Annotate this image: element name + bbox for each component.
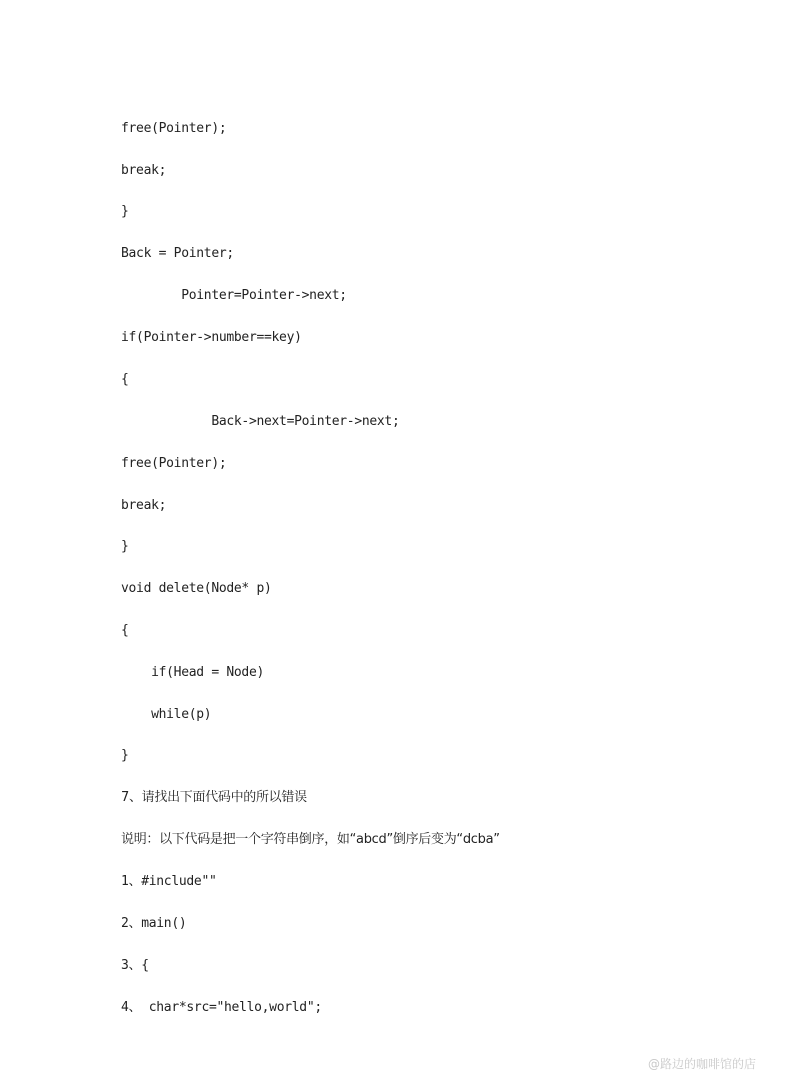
question-heading: 7、请找出下面代码中的所以错误 xyxy=(121,790,307,805)
code-line: 3、{ xyxy=(121,958,149,973)
code-line: if(Head = Node) xyxy=(121,665,265,680)
code-line: } xyxy=(121,204,129,219)
code-line: { xyxy=(121,623,129,638)
code-line: Back->next=Pointer->next; xyxy=(121,414,400,429)
code-line: { xyxy=(121,372,129,387)
code-line: } xyxy=(121,748,129,763)
code-line: } xyxy=(121,539,129,554)
watermark: @路边的咖啡馆的店 xyxy=(647,1057,756,1071)
code-line: 2、main() xyxy=(121,916,187,931)
code-line: 4、 char*src="hello,world"; xyxy=(121,1000,322,1015)
code-line: 1、#include"" xyxy=(121,874,217,889)
code-line: Back = Pointer; xyxy=(121,246,234,261)
question-description: 说明：以下代码是把一个字符串倒序，如“abcd”倒序后变为“dcba” xyxy=(121,832,500,847)
code-line: if(Pointer->number==key) xyxy=(121,330,302,345)
code-line: free(Pointer); xyxy=(121,121,227,136)
code-line: free(Pointer); xyxy=(121,456,227,471)
code-line: break; xyxy=(121,163,167,178)
code-line: while(p) xyxy=(121,707,212,722)
code-line: void delete(Node* p) xyxy=(121,581,272,596)
code-line: Pointer=Pointer->next; xyxy=(121,288,347,303)
code-line: break; xyxy=(121,498,167,513)
